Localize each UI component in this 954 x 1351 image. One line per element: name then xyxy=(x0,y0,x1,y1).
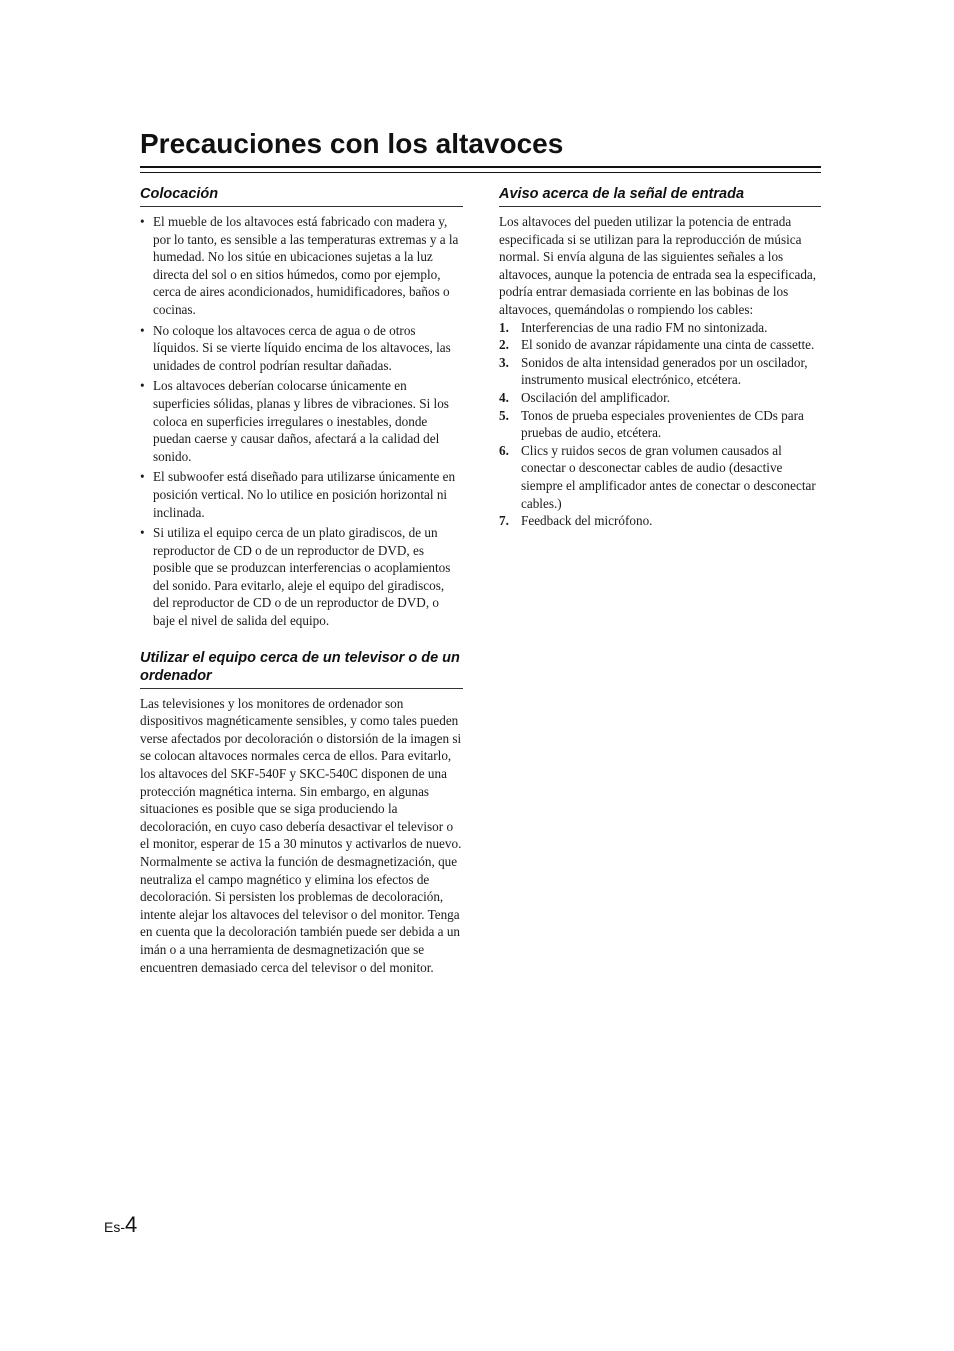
item-text: El sonido de avanzar rápidamente una cinta de cassette. xyxy=(521,337,815,353)
title-rule-thick xyxy=(140,166,821,168)
numbered-item xyxy=(499,336,821,354)
bullet-item xyxy=(140,377,463,465)
bullet-item xyxy=(140,524,463,630)
colocacion-bullet-list xyxy=(140,213,463,630)
section-aviso xyxy=(499,185,821,530)
item-number: 1. xyxy=(499,319,509,335)
televisor-paragraph: Las televisiones y los monitores de ordenador son dispositivos magnéticamente sensibles, y como tales pueden verse afectados por decoloración o distorsión de la imagen si se colocan altavoces normales cerca de ellos. Para evitarlo, los altavoces del SKF-540F y SKC-540C disponen de una protección magnética interna. Sin embargo, en algunas situaciones es posible que se siga produciendo la decoloración, en cuyo caso debería desactivar el televisor o el monitor, esperar de 15 a 30 minutos y activarlos de nuevo. Normalmente se activa la función de desmagnetización, que neutraliza el campo magnético y elimina los efectos de decoloración. Si persisten los problemas de decoloración, intente alejar los altavoces del televisor o del monitor. Tenga en cuenta que la decoloración también puede ser debida a un imán o a una herramienta de desmagnetización que se encuentren demasiado cerca del televisor o del monitor. xyxy=(140,695,462,975)
numbered-item xyxy=(499,442,821,512)
item-text: Tonos de prueba especiales provenientes de CDs para pruebas de audio, etcétera. xyxy=(521,407,804,441)
numbered-item xyxy=(499,407,821,442)
bullet-dot-icon: • xyxy=(140,525,145,541)
item-text: Clics y ruidos secos de gran volumen causados al conectar o desconectar cables de audio (desactive siempre el amplificador antes de conectar o desconectar cables.) xyxy=(521,442,816,511)
item-number: 7. xyxy=(499,513,509,529)
title-rule-thin xyxy=(140,172,821,173)
bullet-dot-icon: • xyxy=(140,469,145,485)
section-spacer xyxy=(140,633,463,649)
bullet-text: No coloque los altavoces cerca de agua o de otros líquidos. Si se vierte líquido encima de los altavoces, las unidades de control podrían resultar dañadas. xyxy=(153,322,451,373)
numbered-item xyxy=(499,354,821,389)
right-column xyxy=(499,185,821,530)
bullet-item xyxy=(140,213,463,319)
page-number-value: 4 xyxy=(125,1212,138,1237)
numbered-item xyxy=(499,319,821,337)
item-number: 5. xyxy=(499,407,509,423)
item-text: Interferencias de una radio FM no sintonizada. xyxy=(521,319,768,335)
item-number: 6. xyxy=(499,442,509,458)
numbered-item xyxy=(499,389,821,407)
left-column xyxy=(140,185,463,976)
aviso-numbered-list xyxy=(499,319,821,530)
page-number-prefix: Es- xyxy=(104,1219,125,1235)
bullet-text: El subwoofer está diseñado para utilizarse únicamente en posición vertical. No lo utilice en posición horizontal ni inclinada. xyxy=(153,469,456,520)
section-heading-colocacion: Colocación xyxy=(140,185,463,207)
bullet-text: Los altavoces deberían colocarse únicamente en superficies sólidas, planas y libres de vibraciones. Si los coloca en superficies irregulares o inestables, donde puedan caerse y causar daños, afectará a la calidad del sonido. xyxy=(153,378,449,464)
numbered-item xyxy=(499,512,821,530)
page-title: Precauciones con los altavoces xyxy=(140,128,564,159)
aviso-intro-paragraph: Los altavoces del pueden utilizar la potencia de entrada especificada si se utilizan para la reproducción de música normal. Si envía alguna de las siguientes señales a los altavoces, aunque la potencia de entrada sea la especificada, podría entrar demasiada corriente en las bobinas de los altavoces, quemándolas o rompiendo los cables: xyxy=(499,214,817,317)
bullet-item xyxy=(140,322,463,375)
item-text: Sonidos de alta intensidad generados por un oscilador, instrumento musical electrónico, etcétera. xyxy=(521,354,808,388)
bullet-text: Si utiliza el equipo cerca de un plato giradiscos, de un reproductor de CD o de un reproductor de DVD, es posible que se produzcan interferencias o acoplamientos del sonido. Para evitarlo, aleje el equipo del giradiscos, del reproductor de CD o de un reproductor de DVD, o baje el nivel de salida del equipo. xyxy=(153,525,451,629)
section-colocacion xyxy=(140,185,463,630)
item-text: Oscilación del amplificador. xyxy=(521,389,671,405)
bullet-text: El mueble de los altavoces está fabricado con madera y, por lo tanto, es sensible a las temperaturas extremas y a la humedad. No los sitúe en ubicaciones sujetas a la luz directa del sol o en sitios húmedos, como por ejemplo, cerca de aires acondicionados, humidificadores, baños o cocinas. xyxy=(153,214,459,317)
page-number xyxy=(104,1212,137,1238)
section-heading-aviso: Aviso acerca de la señal de entrada xyxy=(499,185,821,207)
bullet-dot-icon: • xyxy=(140,378,145,394)
item-number: 3. xyxy=(499,354,509,370)
section-televisor xyxy=(140,649,463,977)
bullet-item xyxy=(140,468,463,521)
item-text: Feedback del micrófono. xyxy=(521,513,653,529)
bullet-dot-icon: • xyxy=(140,322,145,338)
section-heading-televisor: Utilizar el equipo cerca de un televisor o de un ordenador xyxy=(140,649,463,689)
bullet-dot-icon: • xyxy=(140,214,145,229)
item-number: 2. xyxy=(499,337,509,353)
item-number: 4. xyxy=(499,389,509,405)
